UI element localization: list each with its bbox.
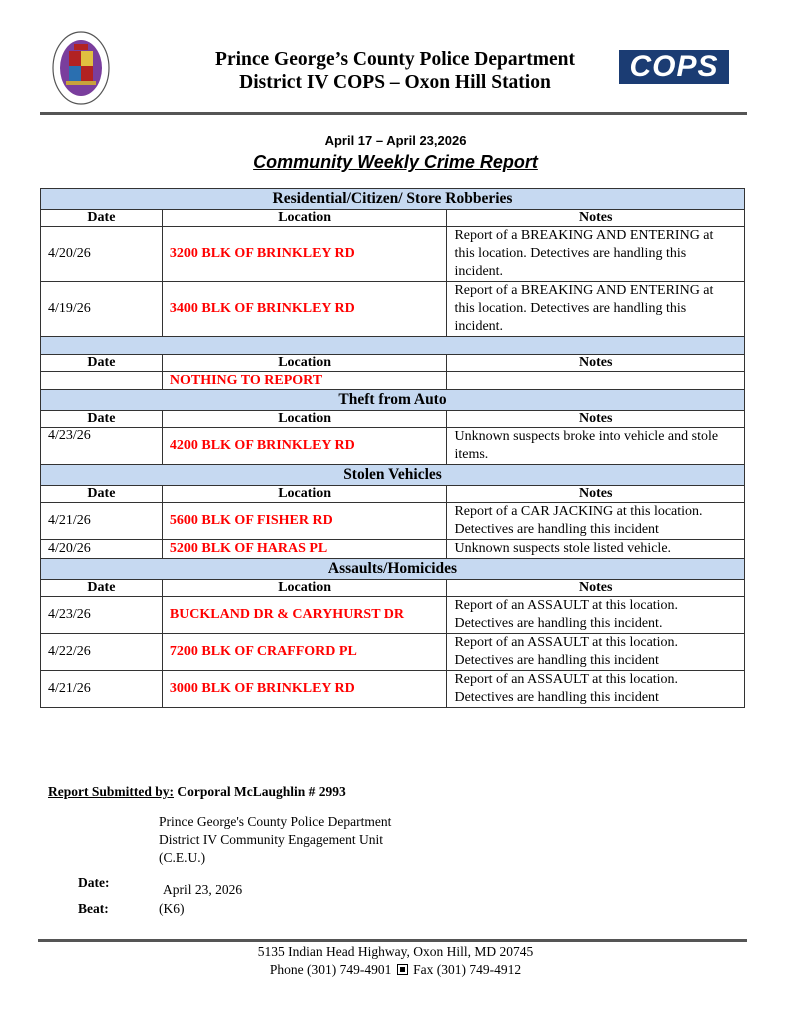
row-location: 3400 BLK OF BRINKLEY RD bbox=[162, 282, 447, 337]
department-title bbox=[160, 48, 630, 94]
section-header-stolen-vehicles: Stolen Vehicles bbox=[41, 465, 745, 486]
report-submitted-by bbox=[48, 784, 346, 800]
row-location: 3000 BLK OF BRINKLEY RD bbox=[162, 671, 447, 708]
row-notes: Report of a BREAKING AND ENTERING at this location. Detectives are handling this incident. bbox=[447, 282, 745, 337]
org-line-3: (C.E.U.) bbox=[159, 850, 206, 865]
row-date bbox=[41, 372, 163, 390]
col-date: Date bbox=[41, 210, 163, 227]
col-location: Location bbox=[162, 210, 447, 227]
row-date: 4/21/26 bbox=[41, 671, 163, 708]
submitted-by-label: Report Submitted by: bbox=[48, 784, 175, 799]
org-line-1: Prince George's County Police Department bbox=[159, 814, 392, 829]
date-label: Date: bbox=[78, 875, 110, 890]
table-row bbox=[41, 597, 745, 634]
report-title: Community Weekly Crime Report bbox=[253, 152, 538, 172]
org-line-2: District IV Community Engagement Unit bbox=[159, 832, 383, 847]
title-line-2: District IV COPS – Oxon Hill Station bbox=[239, 72, 551, 93]
beat-value: (K6) bbox=[159, 901, 185, 916]
date-value: April 23, 2026 bbox=[163, 882, 243, 897]
row-location: NOTHING TO REPORT bbox=[162, 372, 447, 390]
row-location: 3200 BLK OF BRINKLEY RD bbox=[162, 227, 447, 282]
col-location: Location bbox=[162, 486, 447, 503]
table-row bbox=[41, 503, 745, 540]
footer-phone: Phone (301) 749-4901 bbox=[269, 962, 392, 977]
col-date: Date bbox=[41, 486, 163, 503]
header-divider bbox=[40, 112, 747, 115]
col-notes: Notes bbox=[447, 411, 745, 428]
table-row bbox=[41, 282, 745, 337]
page-header bbox=[0, 0, 791, 115]
section-header-robberies: Residential/Citizen/ Store Robberies bbox=[41, 189, 745, 210]
submitting-officer: Corporal McLaughlin # 2993 bbox=[177, 784, 346, 799]
row-date: 4/21/26 bbox=[41, 503, 163, 540]
row-notes: Report of a CAR JACKING at this location. Detectives are handling this incident bbox=[447, 503, 745, 540]
col-notes: Notes bbox=[447, 210, 745, 227]
row-notes: Report of an ASSAULT at this location. Detectives are handling this incident bbox=[447, 671, 745, 708]
row-date: 4/23/26 bbox=[41, 428, 163, 465]
row-location: 5600 BLK OF FISHER RD bbox=[162, 503, 447, 540]
cops-logo-icon bbox=[619, 50, 729, 84]
table-row bbox=[41, 540, 745, 559]
col-date: Date bbox=[41, 355, 163, 372]
row-date: 4/19/26 bbox=[41, 282, 163, 337]
row-date: 4/23/26 bbox=[41, 597, 163, 634]
column-header-row bbox=[41, 486, 745, 503]
beat-label: Beat: bbox=[78, 901, 109, 916]
col-date: Date bbox=[41, 411, 163, 428]
row-location: 4200 BLK OF BRINKLEY RD bbox=[162, 428, 447, 465]
table-row bbox=[41, 372, 745, 390]
section-header-theft-from-auto: Theft from Auto bbox=[41, 390, 745, 411]
section-header-blank bbox=[41, 337, 745, 355]
col-location: Location bbox=[162, 355, 447, 372]
row-notes: Report of an ASSAULT at this location. Detectives are handling this incident. bbox=[447, 597, 745, 634]
col-date: Date bbox=[41, 580, 163, 597]
crime-report-table bbox=[40, 188, 745, 708]
row-location: 7200 BLK OF CRAFFORD PL bbox=[162, 634, 447, 671]
col-location: Location bbox=[162, 580, 447, 597]
footer-divider bbox=[38, 939, 747, 942]
county-seal-icon bbox=[52, 31, 110, 105]
report-date-range: April 17 – April 23,2026 bbox=[324, 133, 467, 148]
column-header-row bbox=[41, 355, 745, 372]
col-notes: Notes bbox=[447, 355, 745, 372]
column-header-row bbox=[41, 210, 745, 227]
row-location: 5200 BLK OF HARAS PL bbox=[162, 540, 447, 559]
col-notes: Notes bbox=[447, 486, 745, 503]
separator-square-icon bbox=[397, 964, 408, 975]
column-header-row bbox=[41, 580, 745, 597]
cops-logo-text: COPS bbox=[629, 50, 719, 83]
col-notes: Notes bbox=[447, 580, 745, 597]
table-row bbox=[41, 227, 745, 282]
row-notes: Report of an ASSAULT at this location. Detectives are handling this incident bbox=[447, 634, 745, 671]
row-date: 4/20/26 bbox=[41, 227, 163, 282]
col-location: Location bbox=[162, 411, 447, 428]
row-location: BUCKLAND DR & CARYHURST DR bbox=[162, 597, 447, 634]
row-notes: Report of a BREAKING AND ENTERING at this location. Detectives are handling this incident. bbox=[447, 227, 745, 282]
table-row bbox=[41, 671, 745, 708]
title-line-1: Prince George’s County Police Department bbox=[215, 49, 575, 70]
footer-address: 5135 Indian Head Highway, Oxon Hill, MD 20745 bbox=[257, 944, 534, 959]
table-row bbox=[41, 428, 745, 465]
row-notes bbox=[447, 372, 745, 390]
submitting-organization bbox=[159, 813, 391, 867]
row-date: 4/20/26 bbox=[41, 540, 163, 559]
section-header-assaults-homicides: Assaults/Homicides bbox=[41, 559, 745, 580]
row-date: 4/22/26 bbox=[41, 634, 163, 671]
row-notes: Unknown suspects broke into vehicle and stole items. bbox=[447, 428, 745, 465]
column-header-row bbox=[41, 411, 745, 428]
page-footer bbox=[0, 943, 791, 979]
table-row bbox=[41, 634, 745, 671]
footer-contact bbox=[0, 961, 791, 979]
row-notes: Unknown suspects stole listed vehicle. bbox=[447, 540, 745, 559]
footer-fax: Fax (301) 749-4912 bbox=[413, 962, 522, 977]
